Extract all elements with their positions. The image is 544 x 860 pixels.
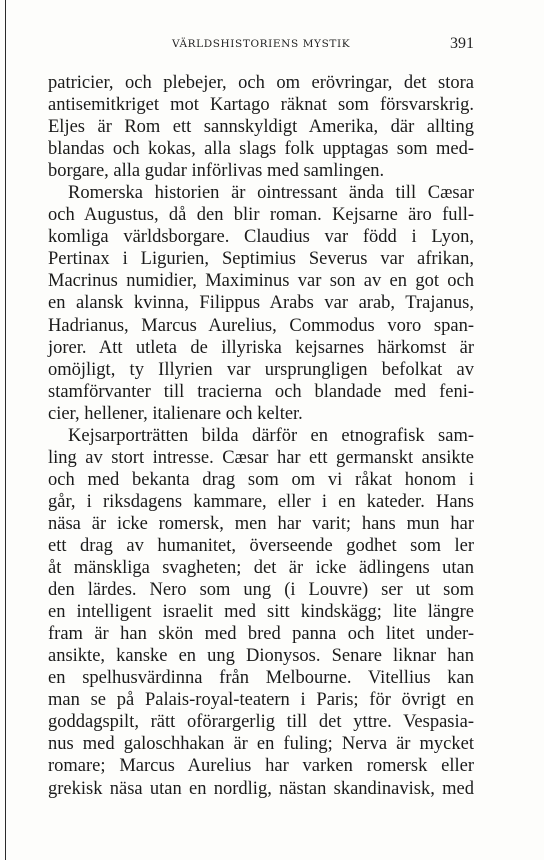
page-edge-rule — [5, 0, 6, 860]
text-line: man se på Palais-royal-teatern i Paris; för övrigt en — [48, 690, 474, 711]
text-line: antisemitkriget mot Kartago räknat som försvarskrig. — [48, 95, 474, 116]
text-line: Macrinus numidier, Maximinus var son av en got och — [48, 271, 474, 292]
text-line: stamförvanter till tracierna och blandade med feni- — [48, 381, 474, 402]
text-line: ling av stort intresse. Cæsar har ett germanskt ansikte — [48, 447, 474, 468]
text-line: åt mänskliga svagheten; det är icke ädlingens utan — [48, 558, 474, 579]
text-line: nus med galoschhakan är en fuling; Nerva är mycket — [48, 734, 474, 755]
paragraph-first-line: Kejsarporträtten bilda därför en etnografisk sam- — [68, 425, 474, 446]
text-line: går, i riksdagens kammare, eller i en kateder. Hans — [48, 491, 474, 512]
text-line: komliga världsborgare. Claudius var född i Lyon, — [48, 227, 474, 248]
paragraph-first-line: Romerska historien är ointressant ända till Cæsar — [68, 183, 474, 204]
running-head — [48, 35, 474, 56]
text-line: en intelligent israelit med sitt kindskägg; lite längre — [48, 602, 474, 623]
text-line: patricier, och plebejer, och om erövringar, det stora — [48, 73, 474, 93]
text-line: jorer. Att utleta de illyriska kejsarnes härkomst är — [48, 337, 474, 358]
page-number: 391 — [450, 35, 474, 52]
text-line: fram är han skön med bred panna och litet under- — [48, 624, 474, 645]
text-line: cier, hellener, italienare och kelter. — [48, 403, 303, 424]
text-line: ansikte, kanske en ung Dionysos. Senare liknar han — [48, 646, 474, 667]
text-line: och med bekanta drag som om vi råkat honom i — [48, 469, 474, 490]
text-line: goddagspilt, rätt oförargerlig till det yttre. Vespasia- — [48, 712, 474, 733]
text-line: borgare, alla gudar införlivas med samlingen. — [48, 161, 385, 182]
text-line: blandas och kokas, alla slags folk upptagas som med- — [48, 139, 474, 160]
running-title: VÄRLDSHISTORIENS MYSTIK — [172, 38, 351, 50]
text-line: Hadrianus, Marcus Aurelius, Commodus voro span- — [48, 315, 474, 336]
text-line: en alansk kvinna, Filippus Arabs var arab, Trajanus, — [48, 293, 474, 314]
text-line: ett drag av humanitet, överseende godhet som ler — [48, 535, 474, 556]
text-line: den lärdes. Nero som ung (i Louvre) ser ut som — [48, 580, 474, 601]
text-line: omöjligt, ty Illyrien var ursprungligen befolkat av — [48, 359, 474, 380]
text-line: romare; Marcus Aurelius har varken romersk eller — [48, 756, 474, 777]
text-line: en spelhusvärdinna från Melbourne. Vitellius kan — [48, 668, 474, 689]
body-text — [48, 72, 474, 800]
text-line: och Augustus, då den blir roman. Kejsarne äro full- — [48, 205, 474, 226]
text-line: Pertinax i Ligurien, Septimius Severus var afrikan, — [48, 249, 474, 270]
text-line: Eljes är Rom ett sannskyldigt Amerika, där allting — [48, 117, 474, 138]
text-line: näsa är icke romersk, men har varit; hans mun har — [48, 513, 474, 534]
text-line: grekisk näsa utan en nordlig, nästan skandinavisk, med — [48, 778, 474, 799]
